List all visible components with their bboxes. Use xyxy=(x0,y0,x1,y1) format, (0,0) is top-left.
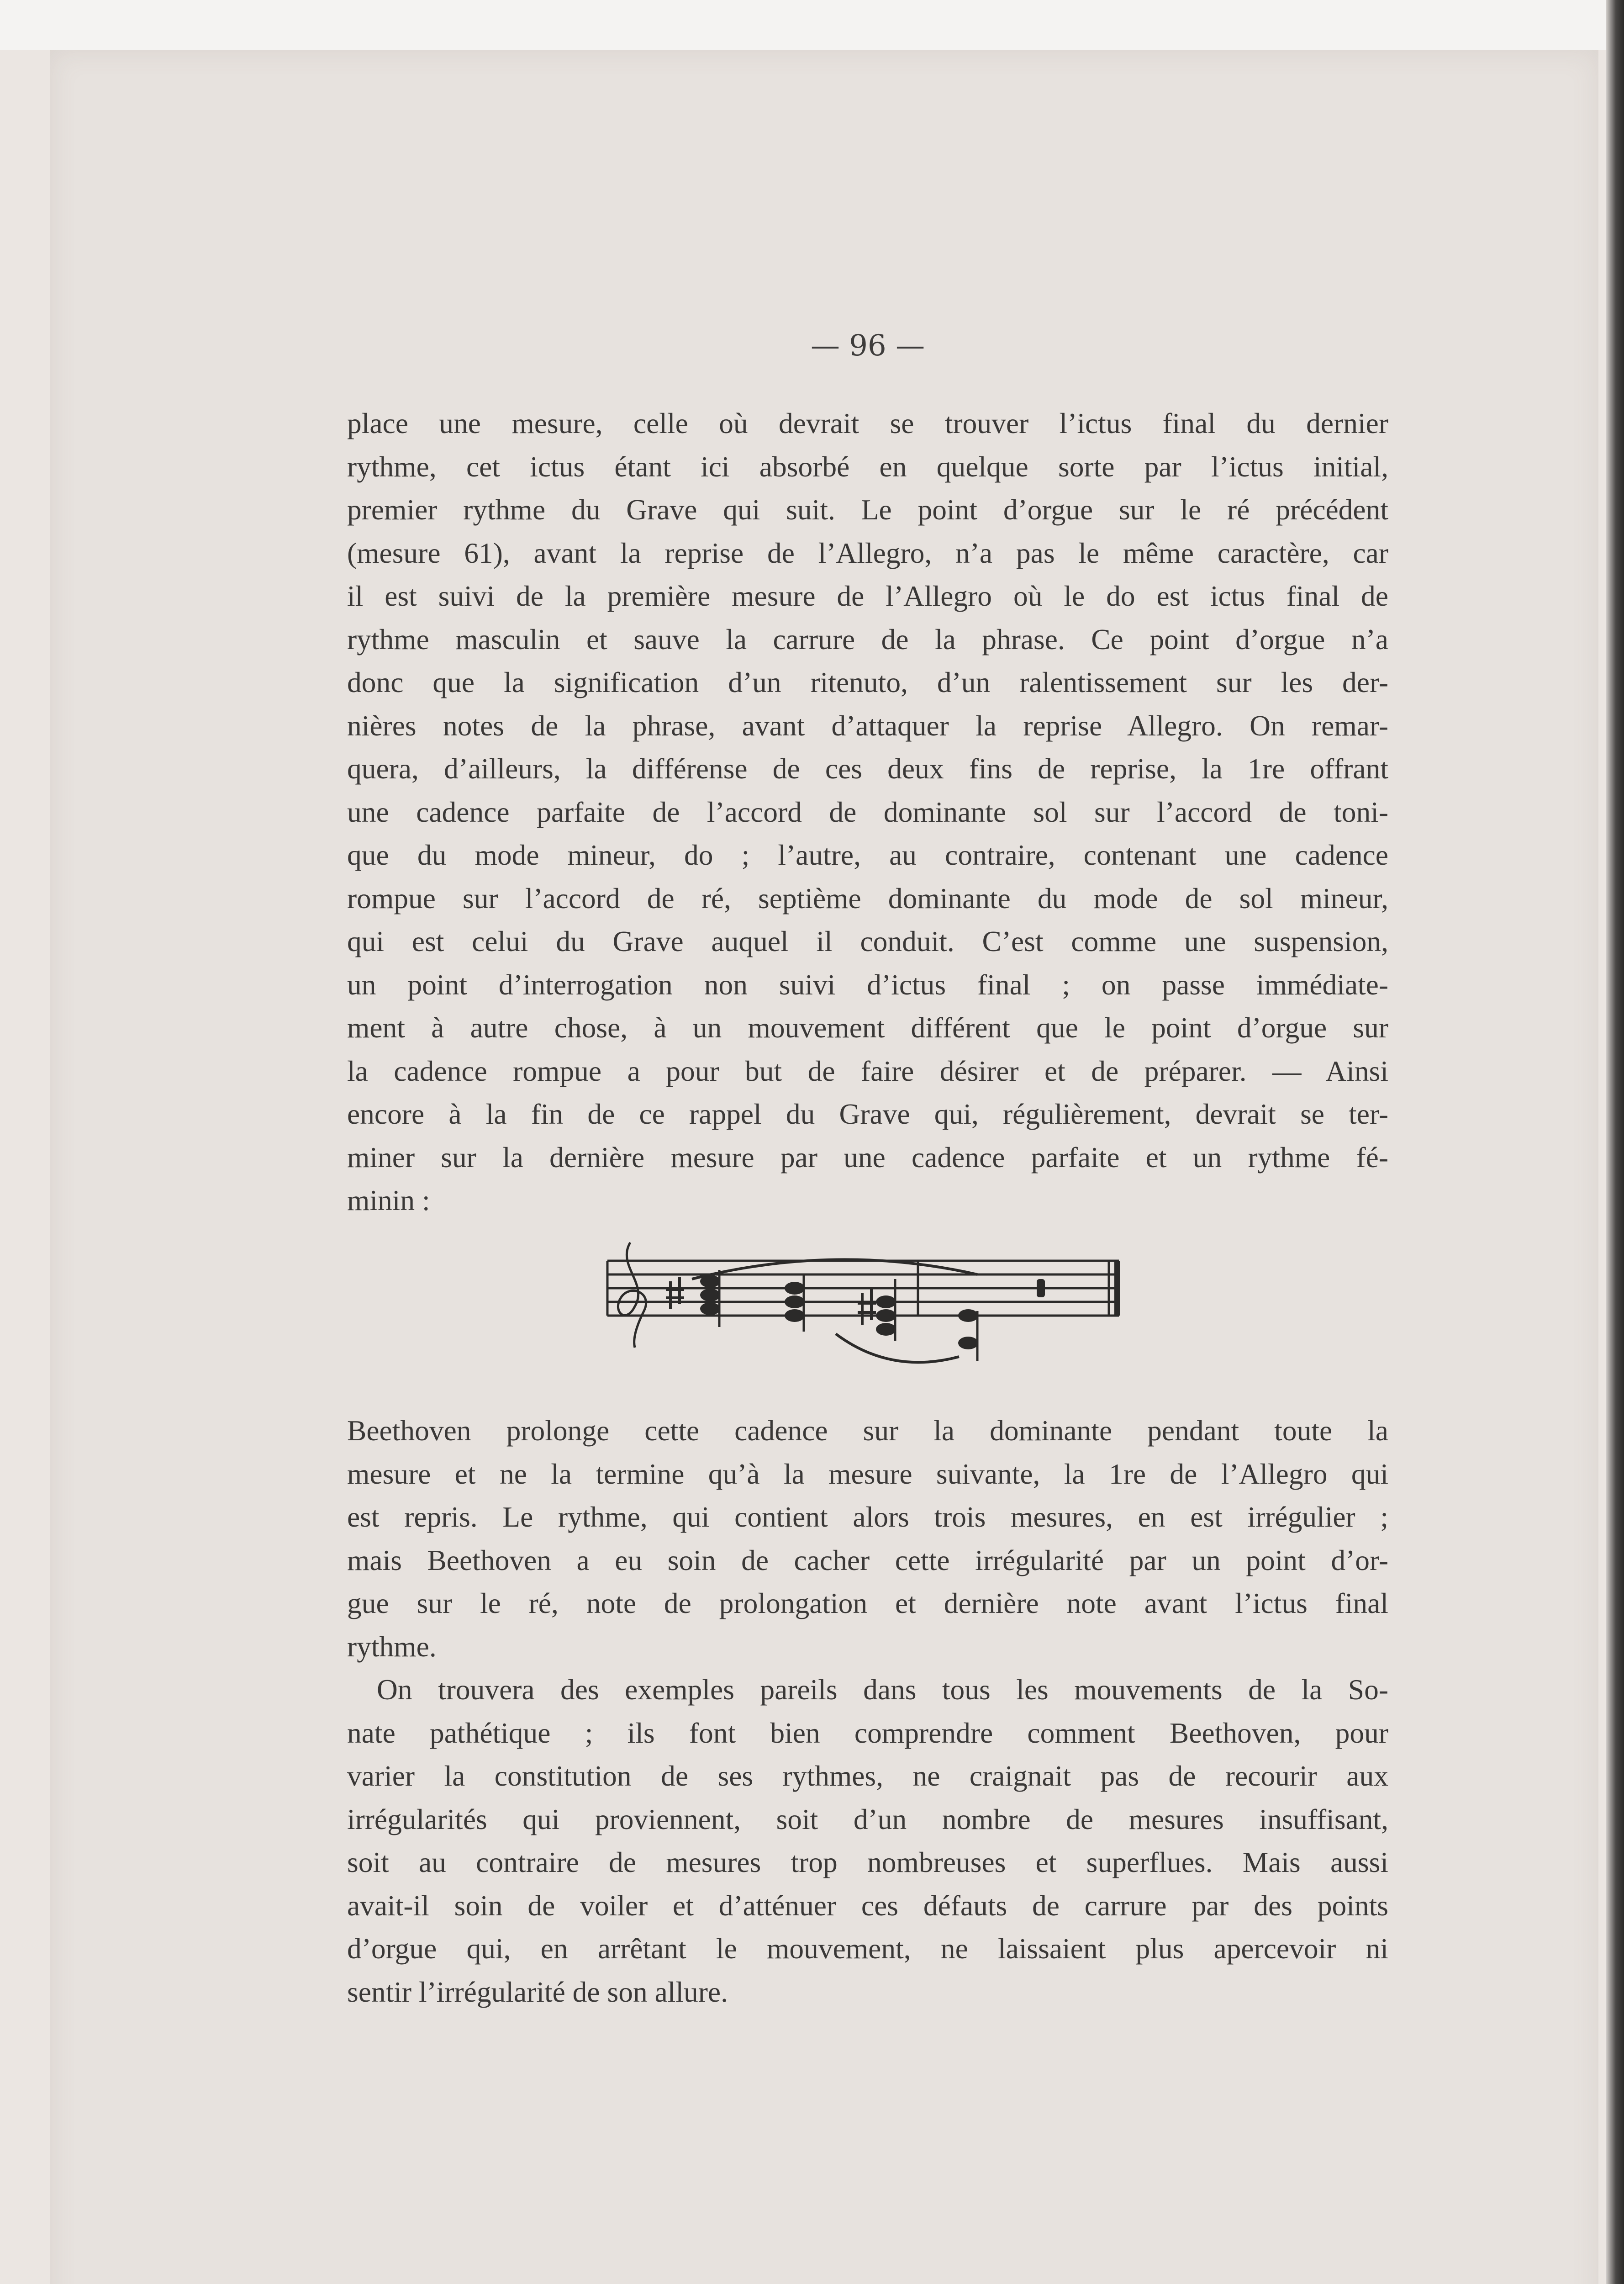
text-line: Beethoven prolonge cette cadence sur la dominante pendant toute la xyxy=(347,1414,1388,1447)
text-line: nières notes de la phrase, avant d’attaquer la reprise Allegro. On remar- xyxy=(347,709,1388,742)
text-line: un point d’interrogation non suivi d’ictus final ; on passe immédiate- xyxy=(347,968,1388,1001)
paragraph-2 xyxy=(347,1409,1388,2014)
text-line: ment à autre chose, à un mouvement différent que le point d’orgue sur xyxy=(347,1011,1388,1044)
text-line: encore à la fin de ce rappel du Grave qui, régulièrement, devrait se ter- xyxy=(347,1098,1388,1130)
page-number: — 96 — xyxy=(810,329,925,363)
text-line: On trouvera des exemples pareils dans tous les mouvements de la So- xyxy=(377,1673,1388,1706)
text-line: miner sur la dernière mesure par une cadence parfaite et un rythme fé- xyxy=(347,1141,1388,1174)
text-line: irrégularités qui proviennent, soit d’un nombre de mesures insuffisant, xyxy=(347,1803,1388,1835)
text-line: donc que la signification d’un ritenuto, d’un ralentissement sur les der- xyxy=(347,666,1388,698)
text-line: rompue sur l’accord de ré, septième dominante du mode de sol mineur, xyxy=(347,882,1388,915)
text-line: que du mode mineur, do ; l’autre, au contraire, contenant une cadence xyxy=(347,839,1388,871)
text-line: soit au contraire de mesures trop nombreuses et superflues. Mais aussi xyxy=(347,1846,1388,1878)
text-line: rythme masculin et sauve la carrure de la phrase. Ce point d’orgue n’a xyxy=(347,623,1388,656)
text-line: il est suivi de la première mesure de l’Allegro où le do est ictus final de xyxy=(347,580,1388,612)
scan-binding-edge xyxy=(1606,0,1624,2284)
music-staff-excerpt-icon xyxy=(598,1224,1128,1375)
text-line: sentir l’irrégularité de son allure. xyxy=(347,1975,728,2008)
text-line: premier rythme du Grave qui suit. Le point d’orgue sur le ré précédent xyxy=(347,493,1388,526)
text-line: avait-il soin de voiler et d’atténuer ces défauts de carrure par des points xyxy=(347,1889,1388,1922)
text-line: qui est celui du Grave auquel il conduit. C’est comme une suspension, xyxy=(347,925,1388,957)
text-line: mais Beethoven a eu soin de cacher cette irrégularité par un point d’or- xyxy=(347,1544,1388,1576)
text-line: une cadence parfaite de l’accord de dominante sol sur l’accord de toni- xyxy=(347,795,1388,828)
text-line: la cadence rompue a pour but de faire désirer et de préparer. — Ainsi xyxy=(347,1054,1388,1087)
text-line: rythme, cet ictus étant ici absorbé en quelque sorte par l’ictus initial, xyxy=(347,450,1388,483)
text-line: varier la constitution de ses rythmes, ne craignait pas de recourir aux xyxy=(347,1760,1388,1792)
text-line: d’orgue qui, en arrêtant le mouvement, ne laissaient plus apercevoir ni xyxy=(347,1932,1388,1965)
text-line: place une mesure, celle où devrait se trouver l’ictus final du dernier xyxy=(347,407,1388,439)
text-line: minin : xyxy=(347,1184,430,1216)
paragraph-1 xyxy=(347,402,1388,1222)
text-line: nate pathétique ; ils font bien comprendre comment Beethoven, pour xyxy=(347,1716,1388,1749)
text-line: rythme. xyxy=(347,1630,437,1663)
text-line: est repris. Le rythme, qui contient alors trois mesures, en est irrégulier ; xyxy=(347,1501,1388,1533)
text-line: (mesure 61), avant la reprise de l’Allegro, n’a pas le même caractère, car xyxy=(347,536,1388,569)
text-line: mesure et ne la termine qu’à la mesure suivante, la 1re de l’Allegro qui xyxy=(347,1457,1388,1490)
text-line: gue sur le ré, note de prolongation et dernière note avant l’ictus final xyxy=(347,1587,1388,1619)
scan-margin xyxy=(0,0,1606,50)
text-line: quera, d’ailleurs, la différense de ces deux fins de reprise, la 1re offrant xyxy=(347,752,1388,785)
